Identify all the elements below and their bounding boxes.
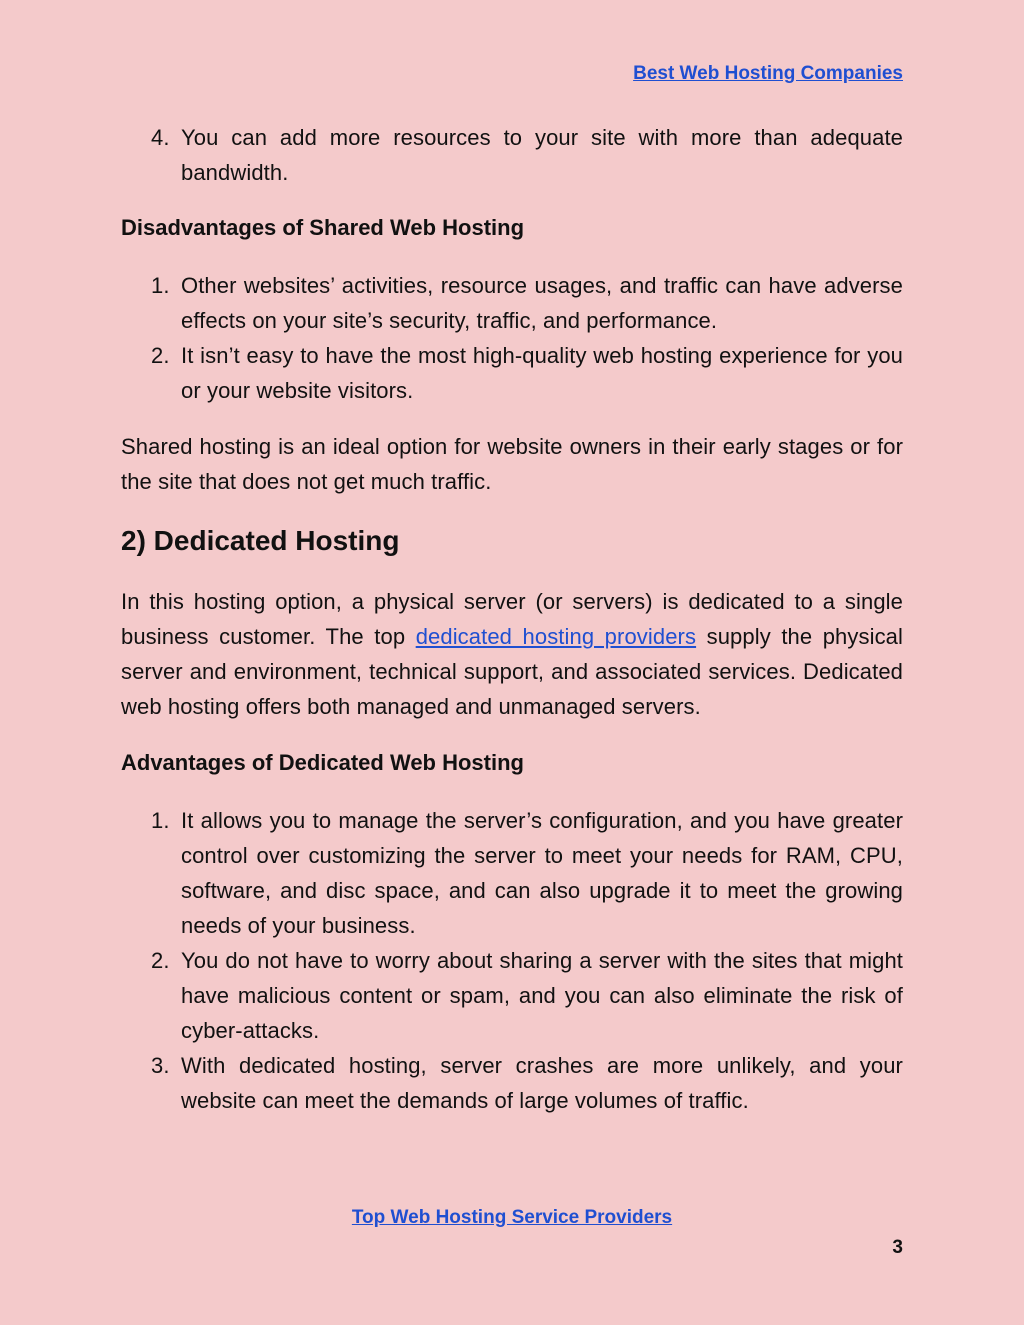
list-item: [121, 803, 903, 943]
disadvantages-shared-list: [121, 268, 903, 408]
list-number: 2.: [151, 948, 170, 973]
list-number: 1.: [151, 273, 170, 298]
dedicated-hosting-heading: 2) Dedicated Hosting: [121, 525, 400, 556]
list-item: [121, 1048, 903, 1118]
list-number: 4.: [151, 125, 170, 150]
list-text: You do not have to worry about sharing a server with the sites that might have malicious content or spam, and you can also eliminate the risk of cyber-attacks.: [181, 948, 903, 1043]
footer-link[interactable]: Top Web Hosting Service Providers: [351, 1207, 673, 1228]
dedicated-hosting-providers-link[interactable]: dedicated hosting providers: [415, 624, 697, 649]
continued-list: [121, 120, 903, 190]
list-item: [121, 338, 903, 408]
page-number: 3: [892, 1237, 903, 1258]
intro-text-before: In this hosting option, a physical server (or servers) is dedicated to a single business customer. The top: [121, 589, 903, 649]
list-item: [121, 120, 903, 190]
list-text: Other websites’ activities, resource usages, and traffic can have adverse effects on your site’s security, traffic, and performance.: [181, 273, 903, 333]
list-item: [121, 268, 903, 338]
intro-text-after: supply the physical server and environment, technical support, and associated services. Dedicated web hosting offers both managed and unmanaged servers.: [121, 624, 904, 719]
advantages-dedicated-heading: Advantages of Dedicated Web Hosting: [121, 750, 524, 775]
list-number: 1.: [151, 808, 170, 833]
list-text: With dedicated hosting, server crashes are more unlikely, and your website can meet the demands of large volumes of traffic.: [181, 1053, 903, 1113]
shared-summary-paragraph: Shared hosting is an ideal option for website owners in their early stages or for the site that does not get much traffic.: [121, 434, 903, 494]
advantages-dedicated-list: [121, 803, 903, 1118]
list-text: You can add more resources to your site with more than adequate bandwidth.: [181, 125, 903, 185]
disadvantages-shared-heading: Disadvantages of Shared Web Hosting: [121, 215, 525, 240]
dedicated-intro-paragraph: [121, 584, 903, 724]
footer: [0, 1206, 1024, 1230]
list-text: It allows you to manage the server’s configuration, and you have greater control over customizing the server to meet your needs for RAM, CPU, software, and disc space, and can also upgrade it to meet the growing needs of your business.: [181, 808, 903, 938]
list-number: 3.: [151, 1053, 170, 1078]
header-link[interactable]: Best Web Hosting Companies: [633, 63, 903, 84]
list-item: [121, 943, 903, 1048]
list-number: 2.: [151, 343, 170, 368]
list-text: It isn’t easy to have the most high-quality web hosting experience for you or your website visitors.: [181, 343, 903, 403]
